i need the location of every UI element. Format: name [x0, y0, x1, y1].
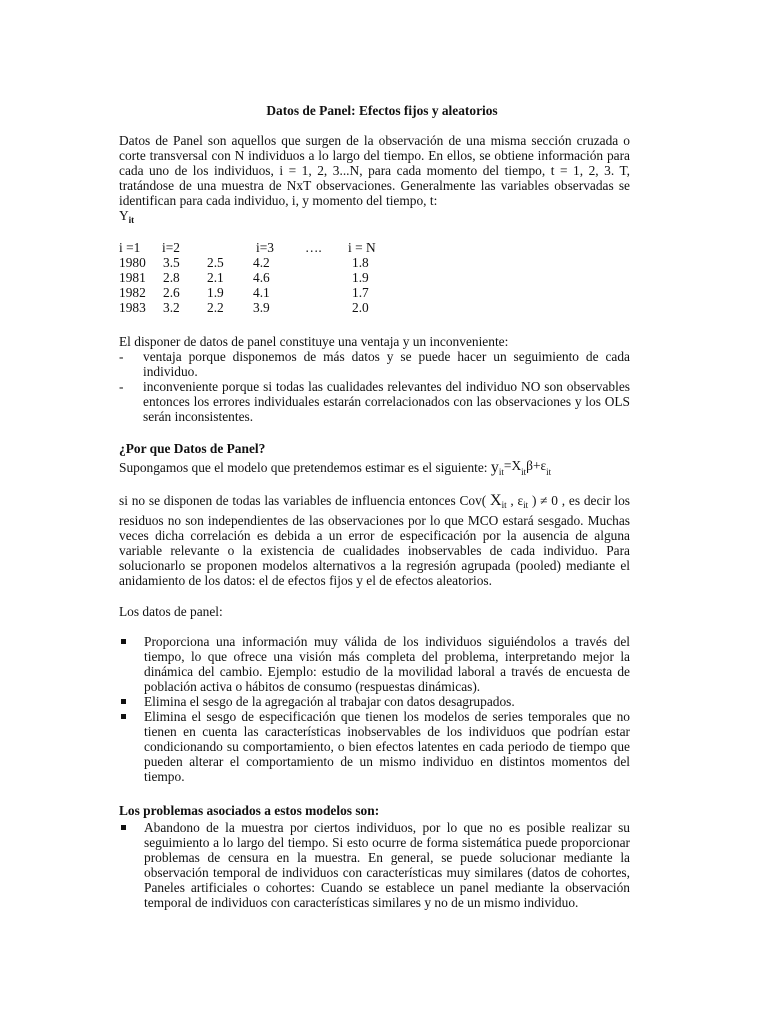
list-item	[119, 379, 630, 424]
table-header-cell: i = N	[348, 240, 376, 255]
square-bullet	[121, 699, 126, 704]
table-cell: 1.9	[207, 285, 224, 300]
dash-bullet: -	[119, 379, 124, 394]
table-cell: 1.8	[352, 255, 369, 270]
table-cell: 2.2	[207, 300, 224, 315]
table-header-cell: i=2	[162, 240, 180, 255]
list-item	[119, 709, 630, 784]
table-cell: 4.1	[253, 285, 270, 300]
intro-variable	[119, 208, 630, 228]
list-item-text: inconveniente porque si todas las cualidades relevantes del individuo NO son observables entonces los errores individuales estarán correlacionados con las observaciones y los OLS serán inconsistentes.	[143, 379, 630, 424]
list-item-text: Elimina el sesgo de la agregación al trabajar con datos desagrupados.	[144, 694, 515, 709]
table-cell: 1980	[119, 255, 146, 270]
problemas-list	[119, 820, 630, 910]
table-cell: 2.1	[207, 270, 224, 285]
cov-text-end: , es decir los residuos no son independientes de las observaciones por lo que MCO estará sesgado. Muchas veces dicha correlación es debida a un error de especificación por la ausencia de alguna variable relevante o la existencia de cualidades inobservables de cada individuo. Para solucionarlo se proponen modelos alternativos a la regresión agrupada (pooled) mediante el anidamiento de los datos: el de efectos fijos y el de efectos aleatorios.	[119, 493, 630, 588]
list-item	[119, 694, 630, 709]
table-cell: 2.6	[163, 285, 180, 300]
square-bullet	[121, 825, 126, 830]
square-bullet	[121, 714, 126, 719]
table-cell: 2.0	[352, 300, 369, 315]
table-header-cell: ….	[305, 240, 322, 255]
table-cell: 4.6	[253, 270, 270, 285]
list-item-text: Proporciona una información muy válida de los individuos siguiéndolos a través del tiempo, lo que ofrece una visión más completa del problema, interpretando mejor la dinámica del cambio. Ejemplo: estudio de la movilidad laboral a través de encuesta de población activa o hábitos de consumo (respuestas dinámicas).	[144, 634, 630, 694]
intro-var: Y	[119, 208, 129, 223]
list-item-text: Abandono de la muestra por ciertos individuos, por lo que no es posible realizar su seguimiento a lo largo del tiempo. Si esto ocurre de forma sistemática puede proporcionar problemas de censura en la muestra. En general, se puede solucionar mediante la observación temporal de individuos con características muy similares (datos de cohortes, Paneles artificiales o cohortes: Cuando se establece un panel mediante la observación temporal de individuos con características similares y no de un mismo individuo.	[144, 820, 630, 910]
table-cell: 1.9	[352, 270, 369, 285]
datos-panel-list	[119, 634, 630, 784]
list-item-text: Elimina el sesgo de especificación que tienen los modelos de series temporales que no tienen en cuenta las características inobservables de los individuos que podrían estar condicionando su comportamiento, o bien efectos latentes en cada periodo de tiempo que pueden alterar el comportamiento de un mismo individuo en distintos momentos del tiempo.	[144, 709, 630, 784]
table-cell: 3.9	[253, 300, 270, 315]
heading-problemas: Los problemas asociados a estos modelos son:	[119, 803, 380, 818]
table-cell: 3.5	[163, 255, 180, 270]
cov-eps: ε	[517, 493, 524, 508]
intro-var-sub: it	[128, 215, 135, 225]
title-text: Datos de Panel: Efectos fijos y aleatorios	[266, 103, 498, 118]
dash-bullet: -	[119, 349, 124, 364]
intro-text: Datos de Panel son aquellos que surgen de la observación de una misma sección cruzada o corte transversal con N individuos a lo largo del tiempo. En ellos, se obtiene información para cada uno de los individuos, i = 1, 2, 3...N, para cada momento del tiempo, t = 1, 2, 3. T, tratándose de una muestra de NxT observaciones. Generalmente las variables observadas se identifican para cada individuo, i, y momento del tiempo, t:	[119, 133, 630, 208]
square-bullet	[121, 639, 126, 644]
datos-panel-intro: Los datos de panel:	[119, 604, 223, 619]
cov-paragraph: si no se disponen de todas las variables de influencia entonces Cov( $X_{it}$ , $\varepsilon_{it}$ ) ≠ 0 , es decir los residuos no son independientes de las observaciones por lo que MCO estará sesgado. Muchas veces dicha correlación es debida a un error de especificación por la ausencia de alguna variable relevante o la existencia de cualidades inobservables de cada individuo. Para solucionarlo se proponen modelos alternativos a la regresión agrupada (pooled) mediante el anidamiento de los datos: el de efectos fijos y el de efectos aleatorios.	[119, 492, 630, 588]
table-cell: 1.7	[352, 285, 369, 300]
formula-sub: it	[498, 467, 504, 477]
formula-eq: =X	[503, 458, 522, 473]
list-item	[119, 820, 630, 910]
cov-neq: ) ≠ 0	[531, 493, 558, 508]
list-item	[119, 634, 630, 694]
model-line	[119, 458, 659, 480]
table-header-cell: i=3	[256, 240, 274, 255]
model-formula	[491, 460, 551, 475]
table-cell: 2.8	[163, 270, 180, 285]
formula-sub: it	[546, 467, 552, 477]
table-header-cell: i =1	[119, 240, 141, 255]
table-cell: 1981	[119, 270, 146, 285]
cov-text-start: si no se disponen de todas las variables de influencia entonces Cov(	[119, 493, 487, 508]
list-item-text: ventaja porque disponemos de más datos y se puede hacer un seguimiento de cada individuo.	[143, 349, 630, 379]
ventaja-intro: El disponer de datos de panel constituye una ventaja y un inconveniente:	[119, 334, 509, 349]
formula-sub: it	[521, 467, 527, 477]
cov-x: X	[490, 492, 502, 509]
table-cell: 1982	[119, 285, 146, 300]
table-cell: 3.2	[163, 300, 180, 315]
table-cell: 2.5	[207, 255, 224, 270]
formula-beta: β+ε	[526, 458, 547, 473]
heading-por-que: ¿Por que Datos de Panel?	[119, 441, 266, 456]
table-cell: 1983	[119, 300, 146, 315]
cov-x-sub: it	[501, 500, 507, 510]
list-item	[119, 349, 630, 379]
intro-paragraph	[119, 133, 630, 228]
ventaja-list	[119, 349, 630, 424]
supongamos-text: Supongamos que el modelo que pretendemos estimar es el siguiente:	[119, 460, 488, 475]
document-title	[0, 103, 768, 118]
formula-y: y	[490, 459, 499, 476]
table-cell: 4.2	[253, 255, 270, 270]
cov-eps-sub: it	[523, 500, 529, 510]
